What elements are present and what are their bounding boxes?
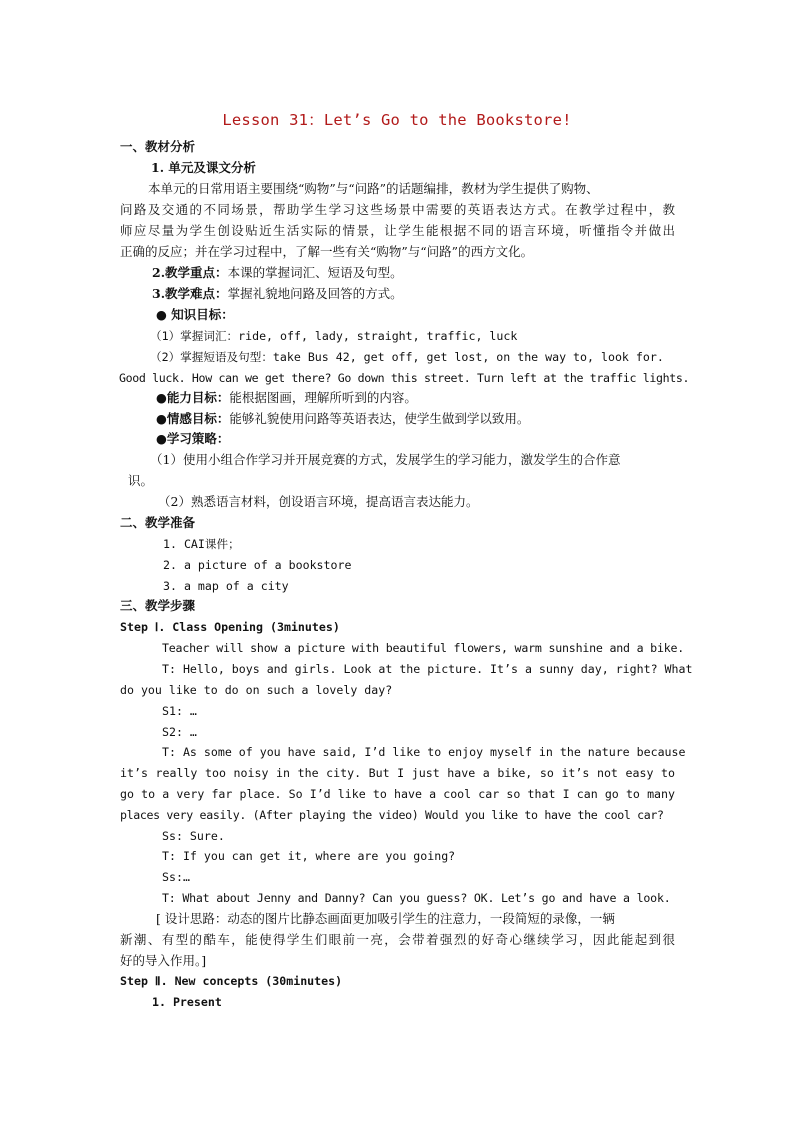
paragraph-line: 本单元的日常用语主要围绕“购物”与“问路”的话题编排，教材为学生提供了购物、 — [148, 181, 599, 196]
ability-goal-text: 能根据图画，理解所听到的内容。 — [229, 390, 417, 405]
paragraph-line: 正确的反应；并在学习过程中，了解一些有关“购物”与“问路”的西方文化。 — [120, 244, 534, 259]
teaching-difficulty-label: 3.教学难点： — [152, 286, 228, 301]
prep-item: 3. a map of a city — [163, 579, 289, 593]
teaching-difficulty — [152, 286, 403, 302]
knowledge-goal-sentences: Good luck. How can we get there? Go down this street. Turn left at the traffic lights. — [119, 371, 690, 385]
strategy-item-1: （1）使用小组合作学习并开展竞赛的方式，发展学生的学习能力，激发学生的合作意 — [150, 452, 621, 467]
prep-item: 2. a picture of a bookstore — [163, 558, 352, 572]
emotion-goal-text: 能够礼貌使用问路等英语表达，使学生做到学以致用。 — [229, 411, 530, 426]
dialog-line: S1: … — [162, 704, 197, 718]
dialog-line: T: As some of you have said, I’d like to enjoy myself in the nature because — [162, 745, 686, 759]
knowledge-goal-phrases: （2）掌握短语及句型：take Bus 42, get off, get lost, on the way to, look for. — [150, 350, 664, 364]
dialog-line: T: Hello, boys and girls. Look at the picture. It’s a sunny day, right? What — [162, 662, 693, 676]
lesson-title: Lesson 31：Let’s Go to the Bookstore! — [222, 111, 572, 129]
dialog-line: T: What about Jenny and Danny? Can you guess? OK. Let’s go and have a look. — [162, 891, 671, 905]
design-note-line: 新潮、有型的酷车，能使得学生们眼前一亮，会带着强烈的好奇心继续学习，因此能起到很 — [120, 932, 675, 947]
dialog-line: S2: … — [162, 725, 197, 739]
dialog-line: Ss: Sure. — [162, 829, 225, 843]
learning-strategy-label: ●学习策略： — [156, 431, 230, 446]
dialog-line: places very easily. (After playing the video) Would you like to have the cool car? — [120, 808, 664, 822]
dialog-line: T: If you can get it, where are you going? — [162, 849, 456, 863]
dialog-line: Ss:… — [162, 870, 190, 884]
paragraph-line: 问路及交通的不同场景，帮助学生学习这些场景中需要的英语表达方式。在教学过程中，教 — [120, 202, 675, 217]
design-note-line: [ 设计思路：动态的图片比静态画面更加吸引学生的注意力，一段简短的录像，一辆 — [156, 911, 615, 926]
design-note-line: 好的导入作用。] — [120, 953, 207, 968]
teaching-focus-text: 本课的掌握词汇、短语及句型。 — [227, 265, 403, 280]
section-heading-preparation: 二、教学准备 — [120, 515, 196, 530]
dialog-line: it’s really too noisy in the city. But I just have a bike, so it’s not easy to — [120, 766, 675, 780]
emotion-goal-label: ●情感目标： — [156, 411, 230, 426]
ability-goal — [156, 390, 417, 406]
teaching-focus-label: 2.教学重点： — [152, 265, 228, 280]
strategy-item-2: （2）熟悉语言材料，创设语言环境，提高语言表达能力。 — [158, 494, 479, 509]
emotion-goal — [156, 411, 529, 427]
dialog-line: Teacher will show a picture with beautiful flowers, warm sunshine and a bike. — [162, 641, 685, 655]
subheading-unit-analysis: 1. 单元及课文分析 — [151, 160, 256, 175]
dialog-line: do you like to do on such a lovely day? — [120, 683, 393, 697]
prep-item: 1. CAI课件； — [163, 537, 240, 551]
paragraph-line: 师应尽量为学生创设贴近生活实际的情景，让学生能根据不同的语言环境，听懂指令并做出 — [120, 223, 675, 238]
step-2-heading: Step Ⅱ. New concepts (30minutes) — [120, 974, 343, 988]
dialog-line: go to a very far place. So I’d like to have a cool car so that I can go to many — [120, 787, 675, 801]
section-heading-analysis: 一、教材分析 — [120, 139, 196, 154]
present-heading: 1. Present — [152, 995, 222, 1009]
knowledge-goal-vocab: （1）掌握词汇：ride, off, lady, straight, traffic, luck — [150, 329, 518, 343]
section-heading-steps: 三、教学步骤 — [120, 598, 196, 613]
teaching-focus — [152, 265, 403, 281]
step-1-heading: Step Ⅰ. Class Opening (3minutes) — [120, 620, 340, 634]
knowledge-goal-label: ● 知识目标： — [156, 307, 234, 322]
teaching-difficulty-text: 掌握礼貌地问路及回答的方式。 — [227, 286, 403, 301]
ability-goal-label: ●能力目标： — [156, 390, 230, 405]
strategy-item-1-cont: 识。 — [128, 473, 154, 488]
